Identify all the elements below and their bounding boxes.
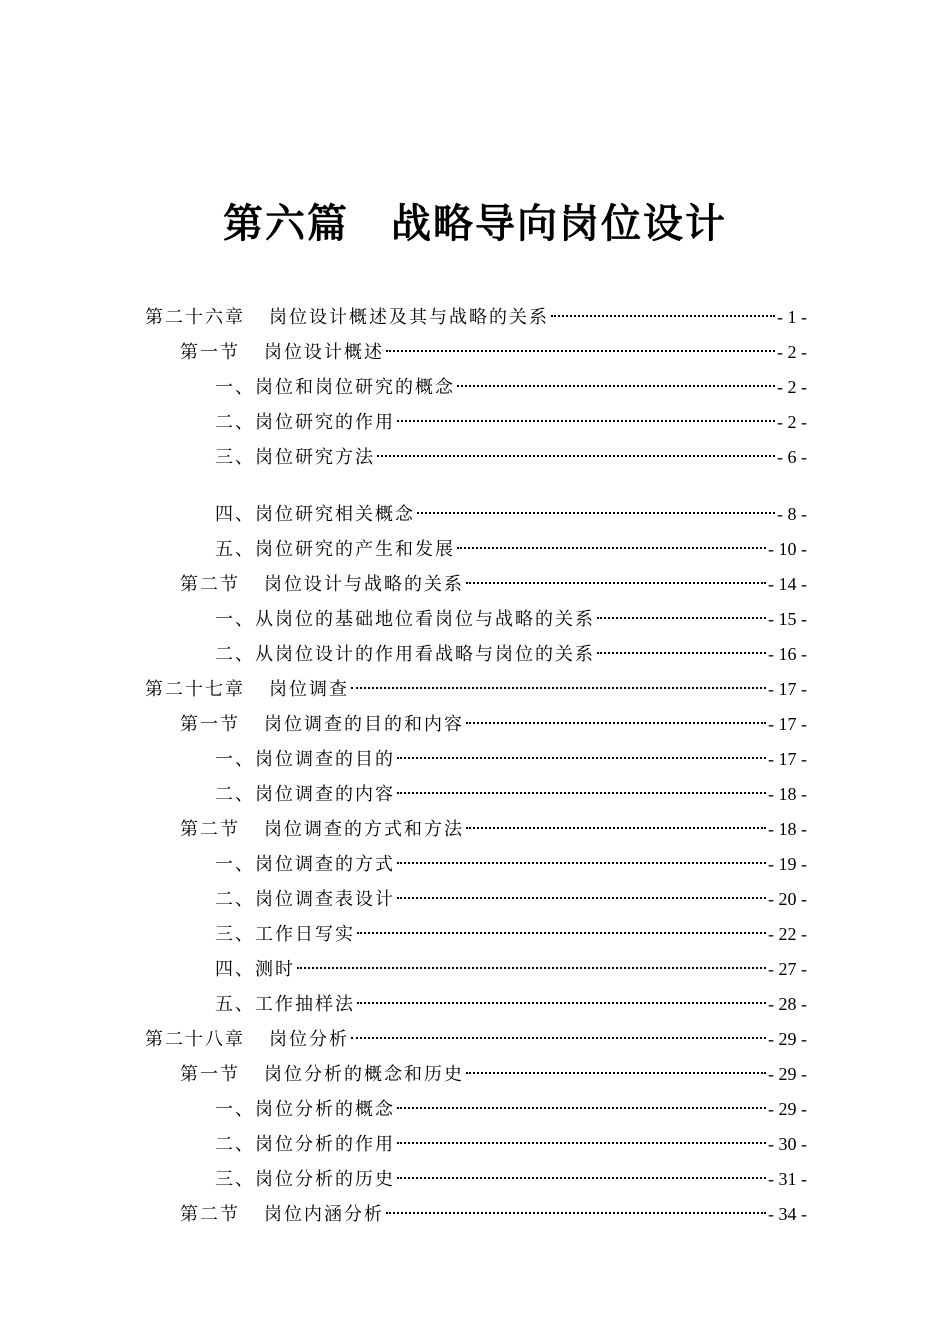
toc-dot-leader bbox=[457, 385, 775, 387]
toc-dot-leader bbox=[397, 757, 766, 759]
toc-dot-leader bbox=[397, 897, 766, 899]
toc-chapter-entry[interactable] bbox=[145, 300, 807, 335]
toc-page-number: - 10 - bbox=[768, 539, 807, 559]
toc-subsection-entry[interactable] bbox=[145, 532, 807, 567]
toc-entry-label bbox=[215, 847, 395, 882]
toc-dot-leader bbox=[466, 1072, 766, 1074]
toc-entry-number: 五、 bbox=[215, 994, 255, 1015]
toc-dot-leader bbox=[397, 1142, 766, 1144]
toc-page-number: - 14 - bbox=[768, 574, 807, 594]
toc-page-number: - 17 - bbox=[768, 679, 807, 699]
toc-subsection-entry[interactable] bbox=[145, 952, 807, 987]
toc-entry-text: 岗位调查的内容 bbox=[255, 784, 395, 805]
toc-entry-text: 从岗位的基础地位看岗位与战略的关系 bbox=[255, 609, 595, 630]
toc-page-number: - 2 - bbox=[777, 342, 807, 362]
toc-dot-leader bbox=[386, 350, 775, 352]
toc-entry-number: 三、 bbox=[215, 924, 255, 945]
toc-subsection-entry[interactable] bbox=[145, 370, 807, 405]
toc-subsection-entry[interactable] bbox=[145, 637, 807, 672]
toc-page-number: - 29 - bbox=[768, 1064, 807, 1084]
toc-entry-text: 岗位分析的历史 bbox=[255, 1169, 395, 1190]
toc-section-entry[interactable] bbox=[145, 567, 807, 602]
toc-page-number: - 34 - bbox=[768, 1204, 807, 1224]
toc-page-number: - 2 - bbox=[777, 377, 807, 397]
toc-entry-label bbox=[215, 1162, 395, 1197]
toc-dot-leader bbox=[386, 1212, 766, 1214]
toc-page-number: - 18 - bbox=[768, 784, 807, 804]
toc-entry-number: 第一节 bbox=[180, 714, 240, 735]
toc-entry-text: 岗位设计概述及其与战略的关系 bbox=[269, 307, 549, 328]
toc-page-number: - 29 - bbox=[768, 1099, 807, 1119]
toc-subsection-entry[interactable] bbox=[145, 882, 807, 917]
toc-entry-label bbox=[180, 1197, 384, 1232]
toc-entry-label bbox=[180, 567, 464, 602]
toc-entry-label bbox=[145, 672, 349, 707]
toc-entry-label bbox=[180, 335, 384, 370]
toc-entry-text: 岗位分析的作用 bbox=[255, 1134, 395, 1155]
toc-dot-leader bbox=[457, 547, 766, 549]
toc-dot-leader bbox=[466, 582, 766, 584]
toc-entry-text: 岗位研究的作用 bbox=[255, 412, 395, 433]
toc-entry-number: 第二十六章 bbox=[145, 307, 245, 328]
toc-page-number: - 17 - bbox=[768, 749, 807, 769]
toc-dot-leader bbox=[597, 617, 766, 619]
toc-entry-text: 测时 bbox=[255, 959, 295, 980]
toc-chapter-entry[interactable] bbox=[145, 1022, 807, 1057]
toc-entry-number: 第一节 bbox=[180, 1064, 240, 1085]
toc-entry-number: 第一节 bbox=[180, 342, 240, 363]
toc-dot-leader bbox=[397, 1107, 766, 1109]
toc-entry-number: 第二节 bbox=[180, 574, 240, 595]
toc-dot-leader bbox=[351, 687, 766, 689]
toc-entry-number: 三、 bbox=[215, 447, 255, 468]
toc-dot-leader bbox=[466, 722, 766, 724]
toc-subsection-entry[interactable] bbox=[145, 440, 807, 475]
toc-subsection-entry[interactable] bbox=[145, 602, 807, 637]
toc-subsection-entry[interactable] bbox=[145, 405, 807, 440]
toc-page-number: - 28 - bbox=[768, 994, 807, 1014]
page-title: 第六篇 战略导向岗位设计 bbox=[223, 200, 727, 247]
toc-dot-leader bbox=[397, 862, 766, 864]
toc-entry-text: 岗位分析的概念和历史 bbox=[264, 1064, 464, 1085]
toc-subsection-entry[interactable] bbox=[145, 1092, 807, 1127]
toc-dot-leader bbox=[377, 455, 775, 457]
toc-entry-label bbox=[145, 1022, 349, 1057]
toc-subsection-entry[interactable] bbox=[145, 917, 807, 952]
toc-entry-number: 四、 bbox=[215, 959, 255, 980]
toc-entry-label bbox=[215, 440, 375, 475]
toc-entry-number: 二、 bbox=[215, 889, 255, 910]
toc-entry-label bbox=[215, 532, 455, 567]
toc-entry-label bbox=[215, 882, 395, 917]
toc-page-number: - 22 - bbox=[768, 924, 807, 944]
toc-entry-number: 二、 bbox=[215, 1134, 255, 1155]
toc-page-number: - 1 - bbox=[777, 307, 807, 327]
toc-page-number: - 31 - bbox=[768, 1169, 807, 1189]
toc-entry-number: 第二节 bbox=[180, 1204, 240, 1225]
toc-page-number: - 16 - bbox=[768, 644, 807, 664]
toc-entry-number: 二、 bbox=[215, 784, 255, 805]
toc-entry-number: 一、 bbox=[215, 377, 255, 398]
toc-dot-leader bbox=[466, 827, 766, 829]
toc-page-number: - 20 - bbox=[768, 889, 807, 909]
toc-subsection-entry[interactable] bbox=[145, 742, 807, 777]
toc-entry-number: 第二十八章 bbox=[145, 1029, 245, 1050]
toc-subsection-entry[interactable] bbox=[145, 497, 807, 532]
toc-entry-label bbox=[180, 812, 464, 847]
toc-dot-leader bbox=[397, 1177, 766, 1179]
toc-page-number: - 29 - bbox=[768, 1029, 807, 1049]
toc-entry-label bbox=[215, 777, 395, 812]
toc-subsection-entry[interactable] bbox=[145, 777, 807, 812]
toc-entry-label bbox=[145, 300, 549, 335]
toc-entry-label bbox=[215, 952, 295, 987]
toc-page-number: - 19 - bbox=[768, 854, 807, 874]
toc-entry-text: 工作抽样法 bbox=[255, 994, 355, 1015]
toc-entry-text: 岗位研究的产生和发展 bbox=[255, 539, 455, 560]
toc-section-entry[interactable] bbox=[145, 1197, 807, 1232]
toc-entry-label bbox=[215, 405, 395, 440]
toc-entry-label bbox=[215, 1127, 395, 1162]
toc-entry-number: 一、 bbox=[215, 749, 255, 770]
toc-entry-text: 岗位调查 bbox=[269, 679, 349, 700]
toc-page-number: - 17 - bbox=[768, 714, 807, 734]
toc-entry-text: 岗位调查的方式 bbox=[255, 854, 395, 875]
toc-entry-number: 一、 bbox=[215, 854, 255, 875]
toc-section-entry[interactable] bbox=[145, 812, 807, 847]
toc-dot-leader bbox=[297, 967, 766, 969]
toc-entry-text: 岗位分析的概念 bbox=[255, 1099, 395, 1120]
toc-entry-label bbox=[215, 742, 395, 777]
toc-page-number: - 8 - bbox=[777, 504, 807, 524]
toc-dot-leader bbox=[417, 512, 775, 514]
toc-entry-label bbox=[215, 497, 415, 532]
toc-page-number: - 30 - bbox=[768, 1134, 807, 1154]
toc-entry-text: 岗位调查的方式和方法 bbox=[264, 819, 464, 840]
toc-chapter-entry[interactable] bbox=[145, 672, 807, 707]
toc-subsection-entry[interactable] bbox=[145, 987, 807, 1022]
toc-entry-number: 四、 bbox=[215, 504, 255, 525]
toc-entry-text: 岗位调查表设计 bbox=[255, 889, 395, 910]
toc-subsection-entry[interactable] bbox=[145, 1162, 807, 1197]
toc-page-number: - 27 - bbox=[768, 959, 807, 979]
toc-entry-text: 岗位调查的目的 bbox=[255, 749, 395, 770]
toc-entry-number: 二、 bbox=[215, 412, 255, 433]
toc-dot-leader bbox=[357, 1002, 766, 1004]
toc-dot-leader bbox=[397, 792, 766, 794]
toc-entry-number: 二、 bbox=[215, 644, 255, 665]
toc-subsection-entry[interactable] bbox=[145, 847, 807, 882]
toc-entry-text: 岗位研究相关概念 bbox=[255, 504, 415, 525]
toc-entry-label bbox=[215, 602, 595, 637]
toc-entry-label bbox=[215, 987, 355, 1022]
toc-dot-leader bbox=[397, 420, 775, 422]
toc-entry-text: 岗位内涵分析 bbox=[264, 1204, 384, 1225]
toc-entry-number: 三、 bbox=[215, 1169, 255, 1190]
toc-section-entry[interactable] bbox=[145, 707, 807, 742]
toc-dot-leader bbox=[357, 932, 766, 934]
toc-dot-leader bbox=[351, 1037, 766, 1039]
toc-page-number: - 15 - bbox=[768, 609, 807, 629]
toc-entry-text: 岗位分析 bbox=[269, 1029, 349, 1050]
table-of-contents bbox=[145, 300, 807, 1232]
toc-entry-text: 岗位研究方法 bbox=[255, 447, 375, 468]
toc-entry-text: 岗位设计与战略的关系 bbox=[264, 574, 464, 595]
toc-entry-text: 岗位和岗位研究的概念 bbox=[255, 377, 455, 398]
toc-section-entry[interactable] bbox=[145, 335, 807, 370]
toc-entry-label bbox=[215, 637, 595, 672]
toc-section-entry[interactable] bbox=[145, 1057, 807, 1092]
toc-entry-number: 一、 bbox=[215, 609, 255, 630]
toc-page-number: - 6 - bbox=[777, 447, 807, 467]
toc-entry-label bbox=[215, 1092, 395, 1127]
toc-entry-number: 一、 bbox=[215, 1099, 255, 1120]
toc-page-number: - 18 - bbox=[768, 819, 807, 839]
toc-entry-text: 从岗位设计的作用看战略与岗位的关系 bbox=[255, 644, 595, 665]
toc-entry-label bbox=[215, 917, 355, 952]
toc-entry-label bbox=[180, 707, 464, 742]
toc-entry-text: 工作日写实 bbox=[255, 924, 355, 945]
toc-dot-leader bbox=[551, 315, 775, 317]
toc-entry-number: 五、 bbox=[215, 539, 255, 560]
toc-entry-text: 岗位设计概述 bbox=[264, 342, 384, 363]
toc-dot-leader bbox=[597, 652, 766, 654]
toc-entry-label bbox=[180, 1057, 464, 1092]
toc-entry-label bbox=[215, 370, 455, 405]
toc-subsection-entry[interactable] bbox=[145, 1127, 807, 1162]
toc-page-number: - 2 - bbox=[777, 412, 807, 432]
toc-entry-text: 岗位调查的目的和内容 bbox=[264, 714, 464, 735]
toc-entry-number: 第二节 bbox=[180, 819, 240, 840]
toc-entry-number: 第二十七章 bbox=[145, 679, 245, 700]
